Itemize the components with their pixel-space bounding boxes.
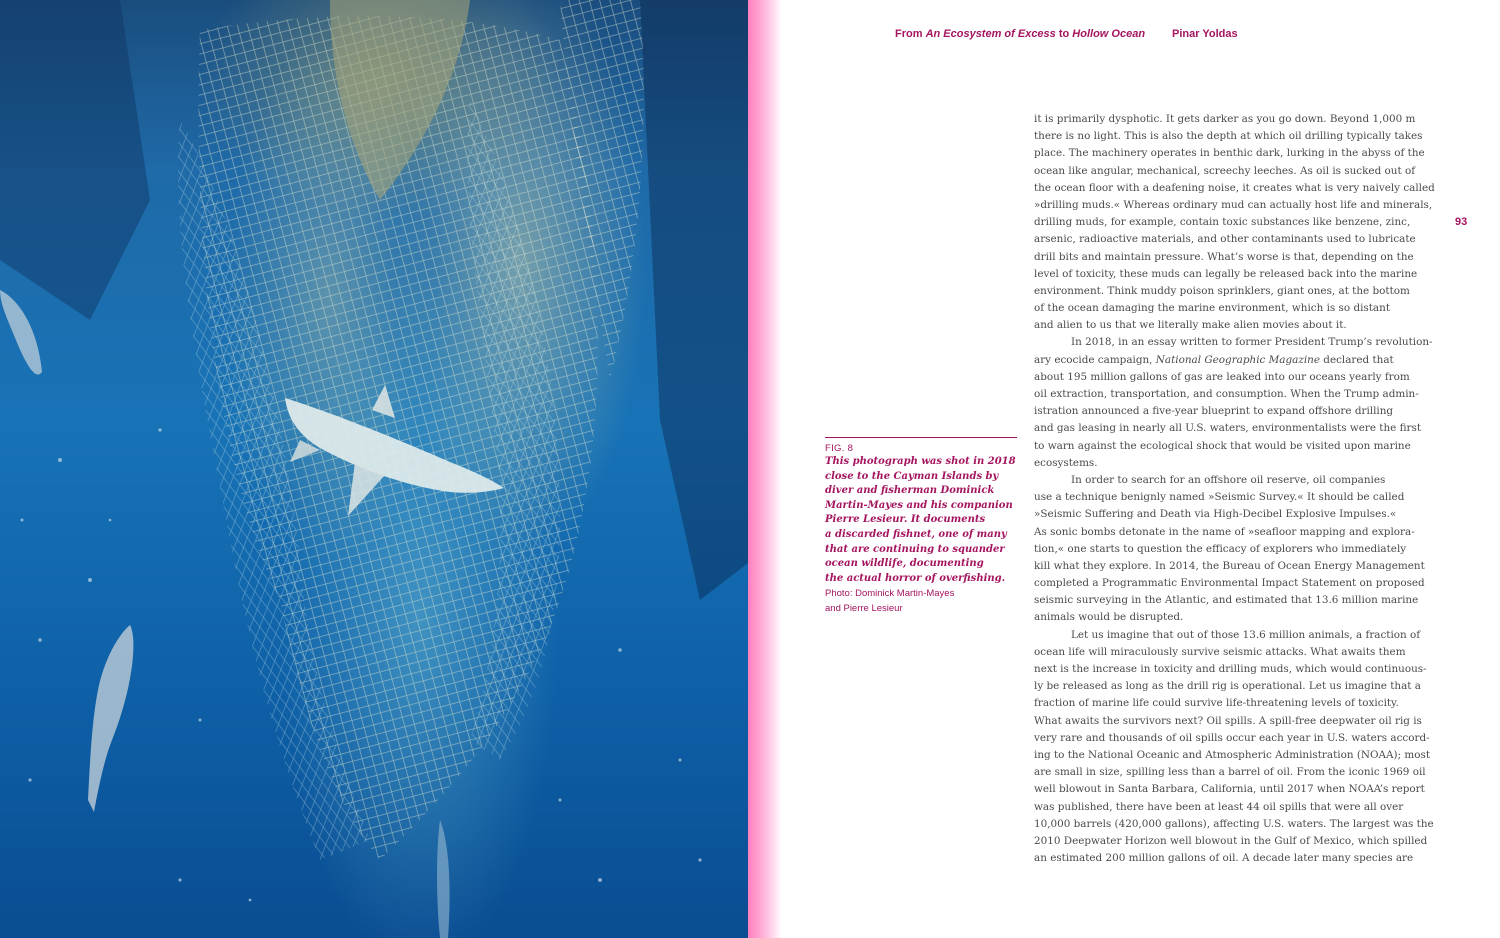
- body-line: environment. Think muddy poison sprinklers, giant ones, at the bottom: [1034, 284, 1410, 297]
- body-line: seismic surveying in the Atlantic, and estimated that 13.6 million marine: [1034, 594, 1419, 607]
- body-line: oil extraction, transportation, and consumption. When the Trump admin-: [1034, 388, 1419, 400]
- body-line: As sonic bombs detonate in the name of »seafloor mapping and explora-: [1034, 525, 1415, 538]
- body-line: drilling muds, for example, contain toxic substances like benzene, zinc,: [1034, 216, 1411, 229]
- caption-line: Pierre Lesieur. It documents: [825, 514, 986, 526]
- body-line: animals would be disrupted.: [1034, 611, 1184, 624]
- body-line: about 195 million gallons of gas are leaked into our oceans yearly from: [1034, 370, 1410, 383]
- body-line: it is primarily dysphotic. It gets darker as you go down. Beyond 1,000 m: [1034, 113, 1416, 125]
- body-line: 10,000 barrels (420,000 gallons), affecting U.S. waters. The largest was the: [1034, 817, 1434, 830]
- body-line: of the ocean damaging the marine environment, which is so distant: [1034, 302, 1390, 315]
- running-head-author: Pinar Yoldas: [1172, 28, 1238, 40]
- body-line: an estimated 200 million gallons of oil. A decade later many species are: [1034, 852, 1414, 865]
- body-line: use a technique benignly named »Seismic Survey.« It should be called: [1034, 491, 1405, 504]
- body-line: ocean like angular, mechanical, screechy leeches. As oil is sucked out of: [1034, 164, 1416, 177]
- page-spine-gradient: [748, 0, 782, 938]
- caption-line: diver and fisherman Dominick: [825, 485, 995, 497]
- body-line: ecosystems.: [1034, 456, 1098, 469]
- body-line: ary ecocide campaign, National Geographic Magazine declared that: [1034, 353, 1394, 366]
- running-head-title: From An Ecosystem of Excess to Hollow Ocean: [895, 28, 1146, 40]
- body-line: level of toxicity, these muds can legally be released back into the marine: [1034, 267, 1418, 280]
- caption-line: Martin-Mayes and his companion: [825, 499, 1013, 511]
- body-line: drill bits and maintain pressure. What’s worse is that, depending on the: [1034, 250, 1414, 263]
- body-line: ocean life will miraculously survive seismic attacks. What awaits them: [1034, 645, 1406, 658]
- body-line: ly be released as long as the drill rig is operational. Let us imagine that a: [1034, 680, 1421, 693]
- caption-text: [825, 455, 1017, 586]
- body-line: there is no light. This is also the depth at which oil drilling typically takes: [1034, 130, 1423, 143]
- body-line: next is the increase in toxicity and drilling muds, which would continuous-: [1034, 663, 1427, 675]
- caption-line: close to the Cayman Islands by: [825, 470, 999, 482]
- body-line: »Seismic Suffering and Death via High-Decibel Explosive Impulses.«: [1034, 508, 1397, 521]
- body-line: well blowout in Santa Barbara, California, until 2017 when NOAA’s report: [1034, 783, 1425, 796]
- body-text: [1034, 111, 1434, 867]
- body-line: tion,« one starts to question the efficacy of explorers who immediately: [1034, 542, 1407, 555]
- body-line: In 2018, in an essay written to former President Trump’s revolution-: [1071, 336, 1433, 349]
- body-line: 2010 Deepwater Horizon well blowout in the Gulf of Mexico, which spilled: [1034, 834, 1428, 847]
- body-line: and alien to us that we literally make alien movies about it.: [1034, 319, 1347, 332]
- body-line: istration announced a five-year blueprint to expand offshore drilling: [1034, 405, 1394, 418]
- caption-line: that are continuing to squander: [825, 543, 1005, 555]
- body-line: In order to search for an offshore oil reserve, oil companies: [1071, 473, 1386, 486]
- figure-label: FIG. 8: [825, 443, 854, 454]
- caption-line: the actual horror of overfishing.: [825, 572, 1006, 584]
- figure-caption: [825, 437, 1017, 616]
- body-line: was published, there have been at least 44 oil spills that were all over: [1034, 800, 1404, 813]
- body-line: arsenic, radioactive materials, and other contaminants used to lubricate: [1034, 233, 1416, 246]
- body-line: ing to the National Oceanic and Atmospheric Administration (NOAA); most: [1034, 748, 1430, 761]
- caption-line: This photograph was shot in 2018: [825, 456, 1016, 467]
- body-line: place. The machinery operates in benthic dark, lurking in the abyss of the: [1034, 147, 1425, 160]
- body-line: very rare and thousands of oil spills occur each year in U.S. waters accord-: [1034, 731, 1430, 744]
- credit-line: and Pierre Lesieur: [825, 603, 903, 615]
- body-line: »drilling muds.« Whereas ordinary mud can actually host life and minerals,: [1034, 198, 1433, 211]
- body-line: fraction of marine life could survive life-threatening levels of toxicity.: [1034, 697, 1399, 710]
- body-line: and gas leasing in nearly all U.S. waters, environmentalists were the first: [1034, 422, 1422, 435]
- caption-line: ocean wildlife, documenting: [825, 558, 984, 570]
- body-line: the ocean floor with a deafening noise, it creates what is very naively called: [1034, 181, 1435, 194]
- body-line: What awaits the survivors next? Oil spills. A spill-free deepwater oil rig is: [1034, 714, 1422, 727]
- photo-credit: [825, 586, 1017, 616]
- credit-line: Photo: Dominick Martin-Mayes: [825, 588, 955, 600]
- page-number: 93: [1455, 216, 1468, 228]
- body-line: are small in size, spilling less than a barrel of oil. From the iconic 1969 oil: [1034, 766, 1426, 779]
- body-line: Let us imagine that out of those 13.6 million animals, a fraction of: [1071, 628, 1421, 641]
- body-line: to warn against the ecological shock that would be visited upon marine: [1034, 439, 1411, 452]
- body-line: completed a Programmatic Environmental Impact Statement on proposed: [1034, 577, 1425, 590]
- caption-line: a discarded fishnet, one of many: [825, 528, 1007, 540]
- body-line: kill what they explore. In 2014, the Bureau of Ocean Energy Management: [1034, 559, 1425, 572]
